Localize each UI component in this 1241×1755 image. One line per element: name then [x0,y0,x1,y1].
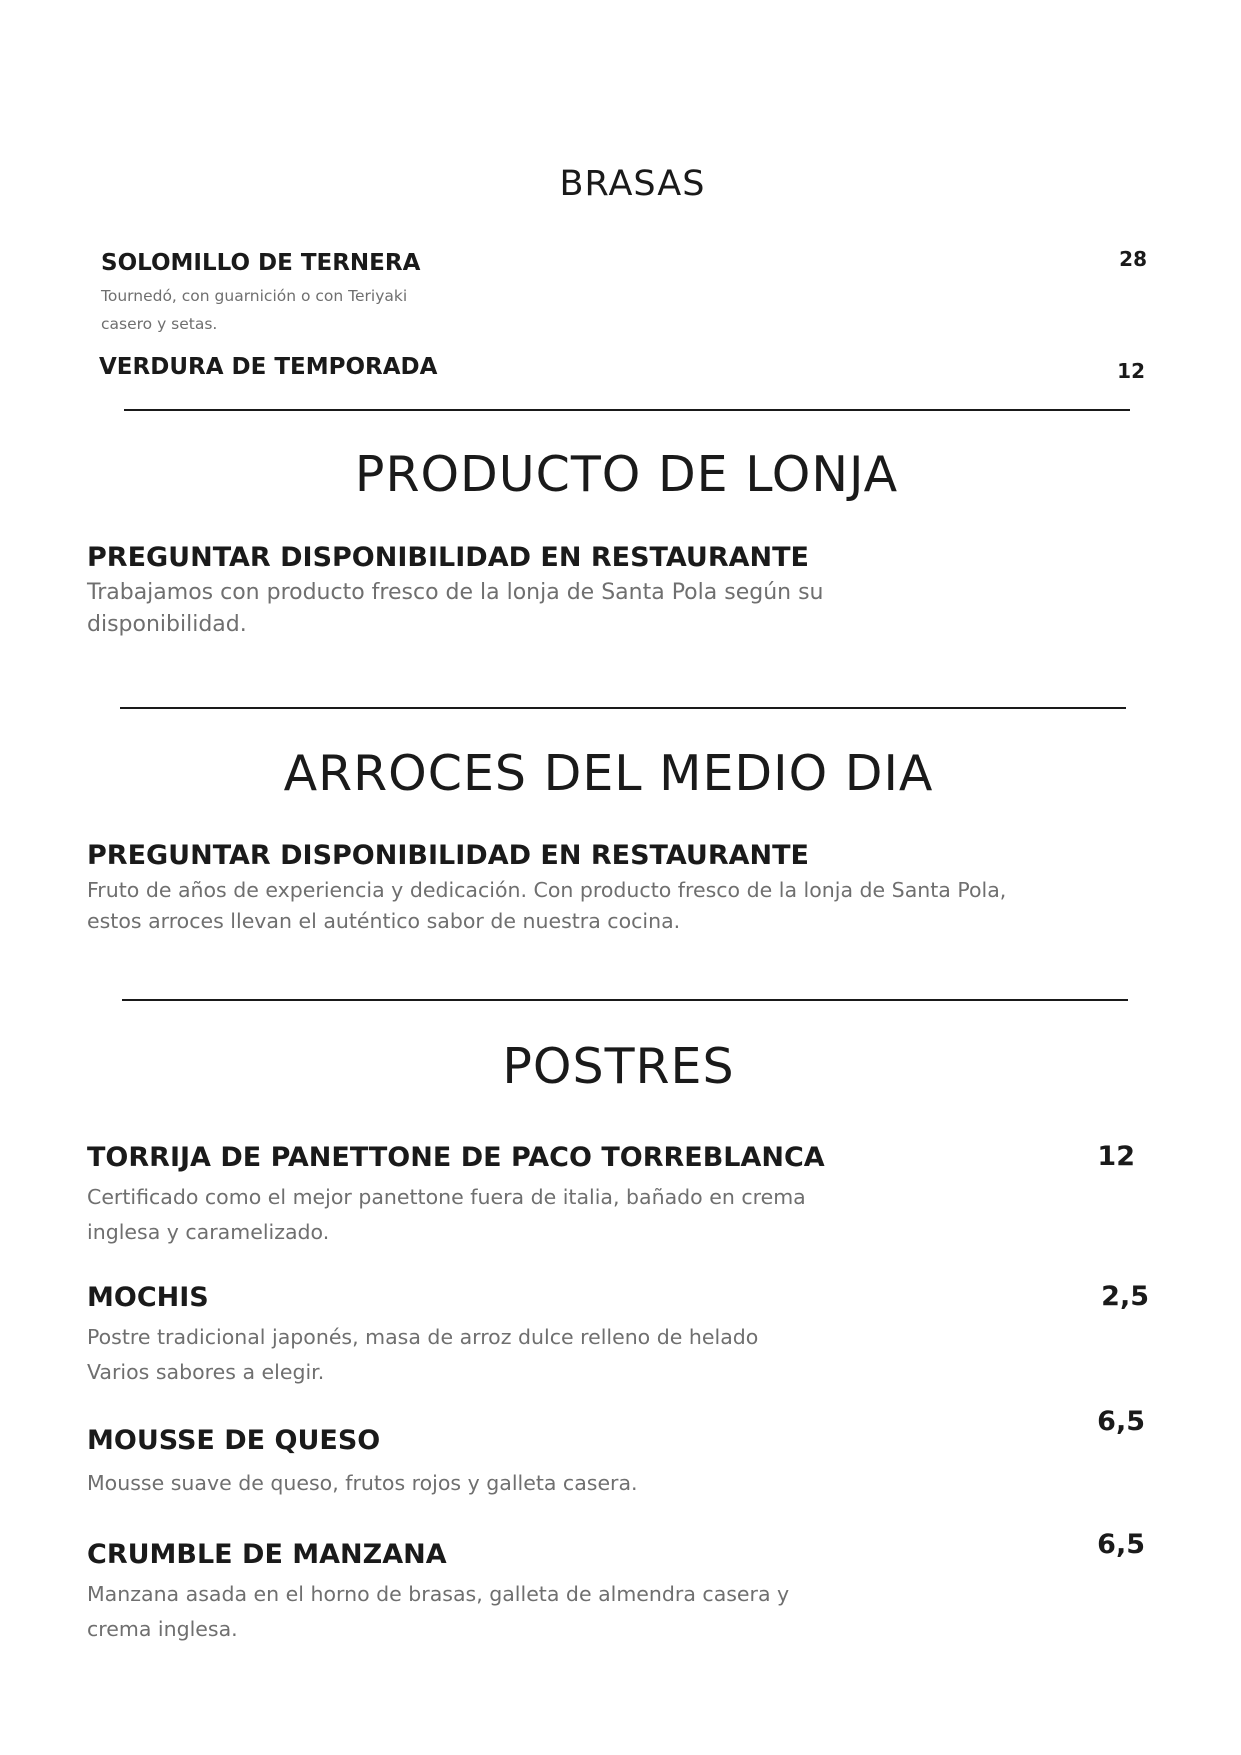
menu-item-description: Fruto de años de experiencia y dedicación. Con producto fresco de la lonja de Santa Pola, estos arroces llevan el auténtico sabor de nuestra cocina. [87,878,1007,933]
section-divider [120,707,1126,709]
section-title-arroces: ARROCES DEL MEDIO DIA [283,745,934,802]
menu-item-description: Mousse suave de queso, frutos rojos y galleta casera. [87,1471,638,1495]
menu-item-name: TORRIJA DE PANETTONE DE PACO TORREBLANCA [87,1142,825,1173]
description-line: Varios sabores a elegir. [87,1360,325,1384]
section-title-brasas: BRASAS [559,164,706,204]
section-title-postres: POSTRES [502,1038,735,1095]
menu-item-description [87,1320,827,1390]
menu-item-price: 2,5 [1101,1281,1149,1312]
menu-item-name: MOUSSE DE QUESO [87,1425,381,1456]
menu-item-name: PREGUNTAR DISPONIBILIDAD EN RESTAURANTE [87,840,809,871]
menu-item-name: CRUMBLE DE MANZANA [87,1539,447,1570]
section-divider [122,999,1128,1001]
menu-item-name: MOCHIS [87,1282,209,1313]
menu-item-price: 12 [1097,1141,1135,1172]
menu-item-price: 28 [1119,247,1147,271]
menu-item-name: PREGUNTAR DISPONIBILIDAD EN RESTAURANTE [87,542,809,573]
menu-item-description: Manzana asada en el horno de brasas, galleta de almendra casera y crema inglesa. [87,1582,790,1641]
menu-item-name: VERDURA DE TEMPORADA [99,354,438,380]
description-line: Postre tradicional japonés, masa de arroz dulce relleno de helado [87,1325,759,1349]
menu-item-name: SOLOMILLO DE TERNERA [101,250,421,276]
menu-item-description: Certificado como el mejor panettone fuera de italia, bañado en crema inglesa y caramelizado. [87,1185,806,1244]
menu-item-price: 6,5 [1097,1406,1145,1437]
menu-item-description: Tournedó, con guarnición o con Teriyaki casero y setas. [101,287,408,333]
menu-item-price: 12 [1117,359,1145,383]
menu-item-price: 6,5 [1097,1529,1145,1560]
section-title-lonja: PRODUCTO DE LONJA [354,446,899,503]
menu-item-description: Trabajamos con producto fresco de la lonja de Santa Pola según su disponibilidad. [87,580,824,637]
section-divider [124,409,1130,411]
